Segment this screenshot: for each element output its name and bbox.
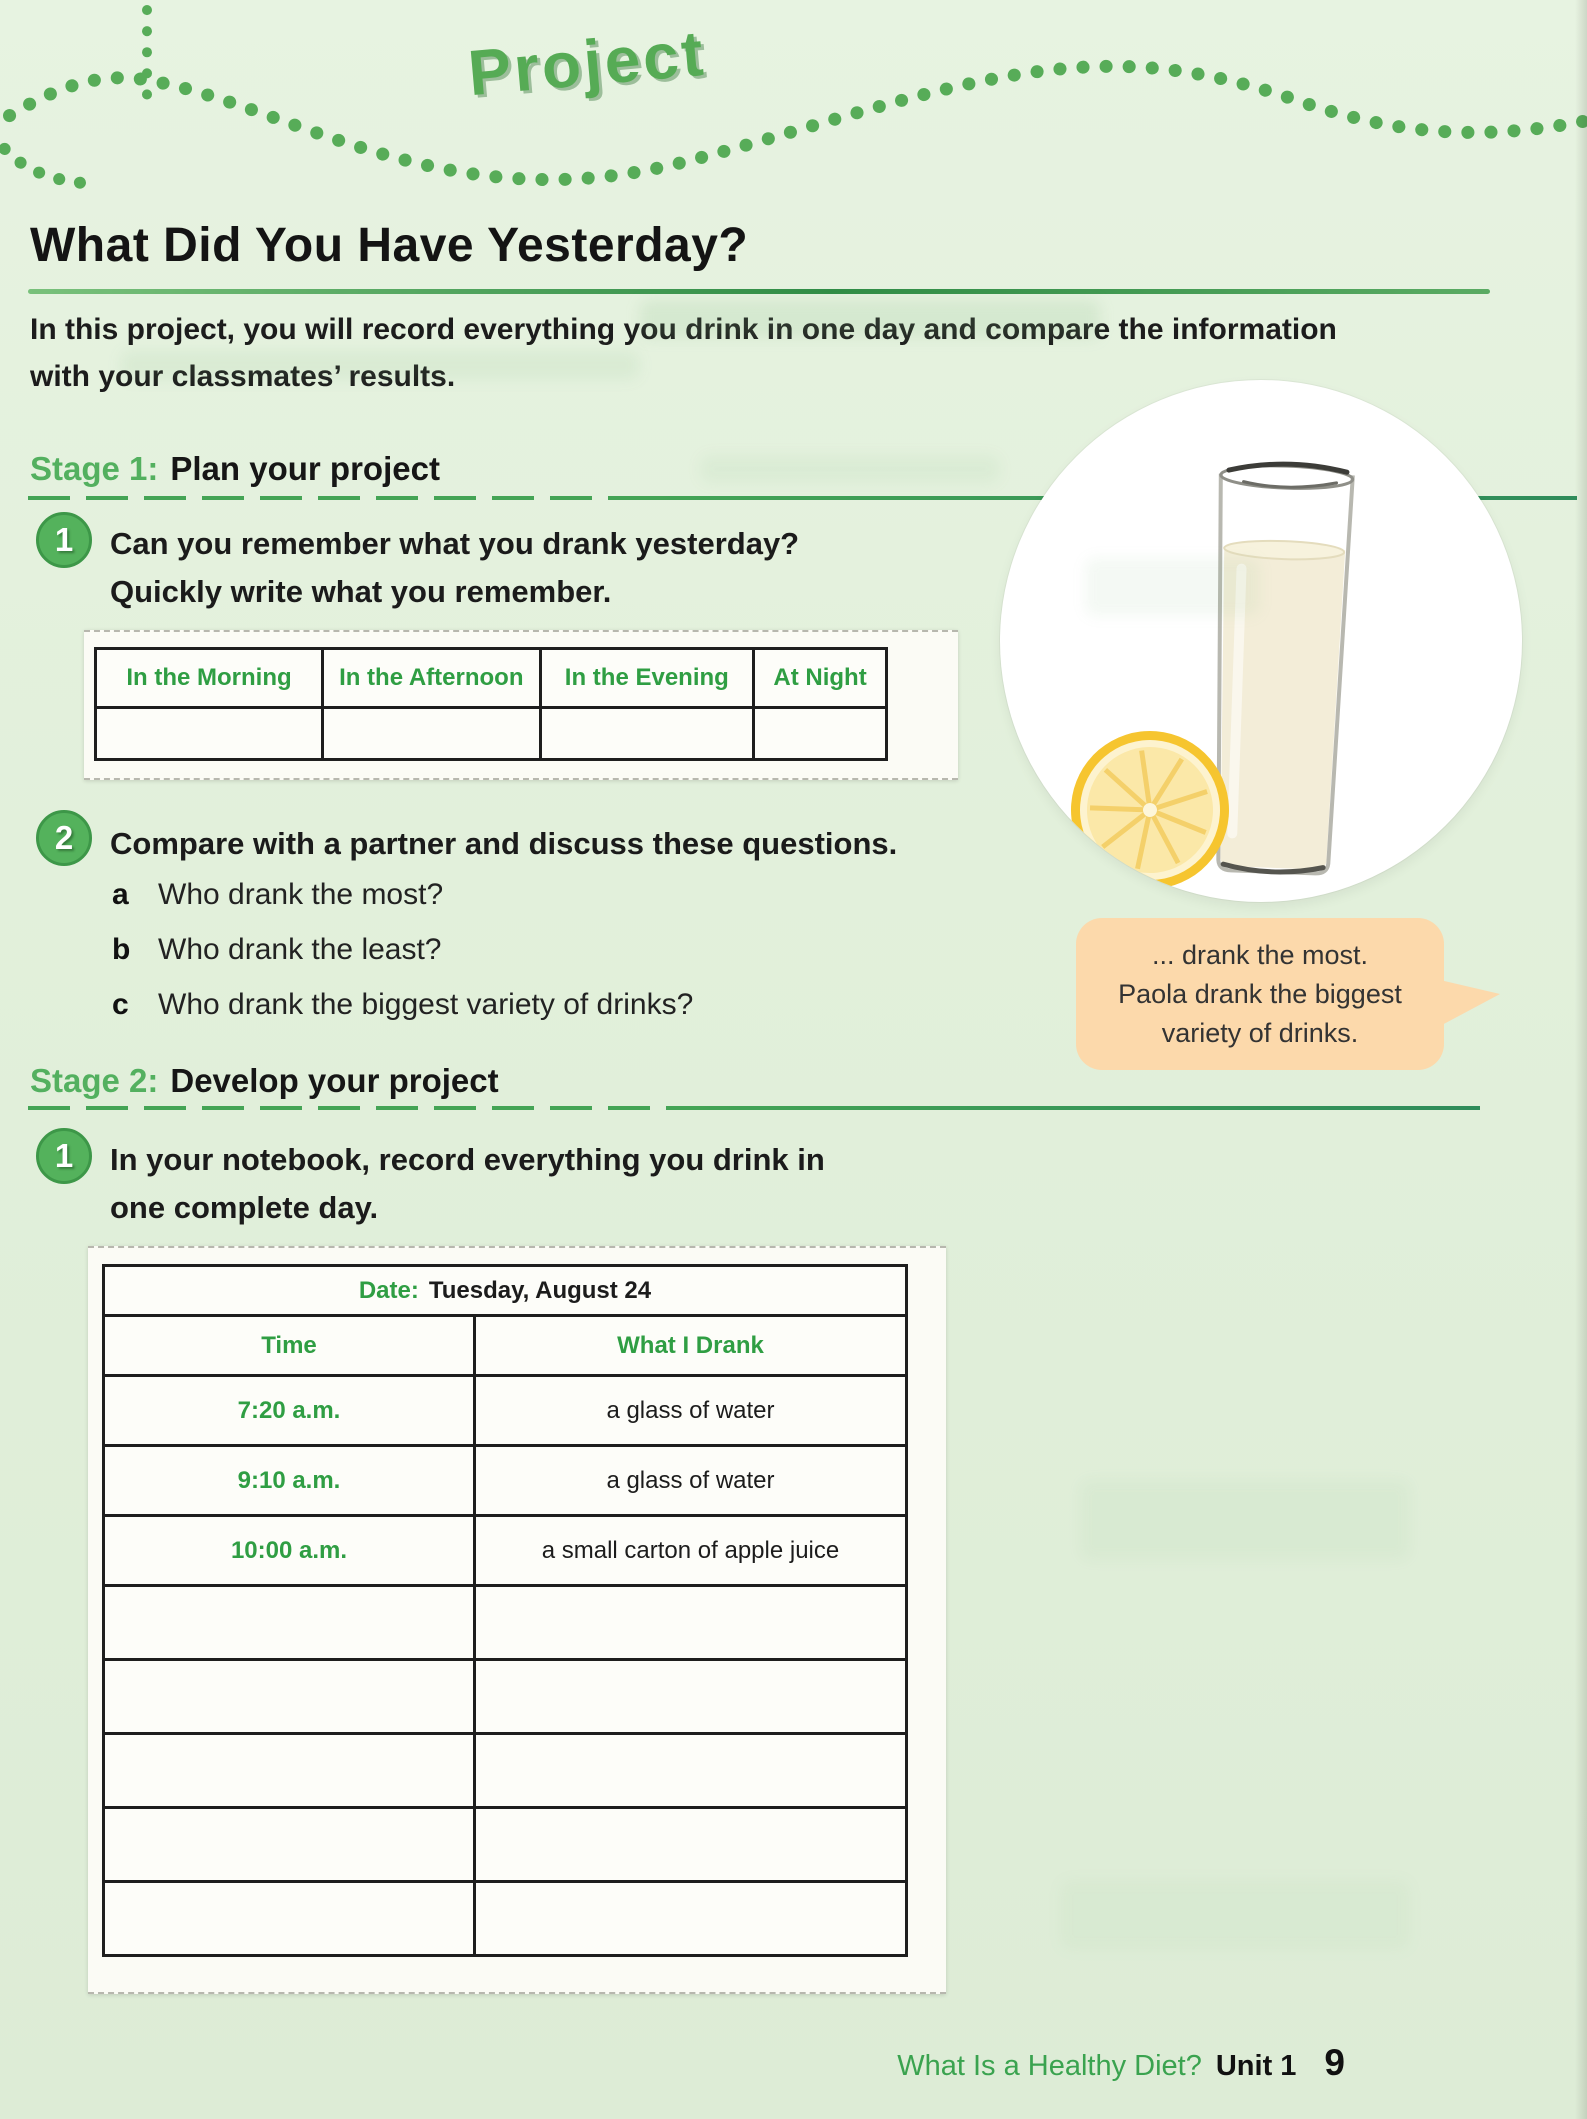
- speech-bubble-line-3: variety of drinks.: [1161, 1017, 1359, 1048]
- drink-cell: a glass of water: [474, 1376, 906, 1446]
- intro-line-1: In this project, you will record everything you drink in one day and compare the information: [30, 313, 1337, 346]
- stage2-title: Develop your project: [170, 1062, 499, 1099]
- header-cell: In the Evening: [540, 649, 754, 708]
- stage2-q1-line-2: one complete day.: [110, 1190, 379, 1225]
- header-cell: What I Drank: [474, 1316, 906, 1376]
- question-number-badge: 1: [36, 512, 92, 568]
- stage1-underline-dashed: [28, 496, 640, 500]
- time-cell: 7:20 a.m.: [104, 1376, 475, 1446]
- sub-question-letter: a: [112, 878, 129, 911]
- stage2-q1-instruction: [110, 1136, 825, 1232]
- stage1-q1-line-2: Quickly write what you remember.: [110, 574, 612, 609]
- page-title: What Did You Have Yesterday?: [30, 219, 749, 272]
- time-cell: 9:10 a.m.: [104, 1446, 475, 1516]
- intro-line-2: with your classmates’ results.: [30, 360, 456, 393]
- dotted-wave-path: [0, 66, 1587, 179]
- stage1-label: Stage 1:: [30, 450, 159, 487]
- stage1-q2-instruction: Compare with a partner and discuss these questions.: [110, 826, 898, 861]
- empty-cell: [474, 1660, 906, 1734]
- empty-cell: [754, 708, 887, 760]
- footer-page-number: 9: [1324, 2042, 1345, 2083]
- empty-cell: [323, 708, 541, 760]
- header-cell: In the Morning: [96, 649, 323, 708]
- show-through-artifact: [1080, 1480, 1410, 1560]
- empty-cell: [104, 1808, 475, 1882]
- dotted-wave-decoration: [0, 0, 1587, 240]
- stage2-label: Stage 2:: [30, 1062, 159, 1099]
- page-footer: [897, 2042, 1345, 2084]
- question-number-badge: 1: [36, 1128, 92, 1184]
- stage2-underline-dashed: [28, 1106, 683, 1110]
- stage2-heading: [30, 1062, 499, 1100]
- footer-book-title: What Is a Healthy Diet?: [897, 2050, 1202, 2082]
- date-label: Date:: [358, 1276, 419, 1304]
- times-of-day-table: [94, 647, 888, 761]
- sub-question-text: Who drank the least?: [158, 933, 442, 966]
- drinks-diary-table: [102, 1264, 908, 1957]
- time-cell: 10:00 a.m.: [104, 1516, 475, 1586]
- sub-question-a: [112, 878, 443, 912]
- stage1-q1-line-1: Can you remember what you drank yesterday?: [110, 526, 800, 561]
- sub-question-text: Who drank the biggest variety of drinks?: [158, 988, 694, 1021]
- header-cell: In the Afternoon: [323, 649, 541, 708]
- stage1-heading: [30, 450, 440, 488]
- sub-question-letter: b: [112, 933, 131, 966]
- speech-bubble-tail: [1440, 980, 1500, 1026]
- diary-table-card: [88, 1246, 946, 1994]
- empty-cell: [96, 708, 323, 760]
- speech-bubble-line-1: ... drank the most.: [1151, 939, 1369, 970]
- empty-cell: [104, 1660, 475, 1734]
- stage1-q1-instruction: [110, 520, 799, 616]
- title-underline: [28, 289, 1490, 294]
- lemonade-photo-circle: [1000, 380, 1522, 902]
- empty-cell: [540, 708, 754, 760]
- dotted-hook-path: [0, 132, 95, 184]
- sub-question-c: [112, 988, 693, 1022]
- empty-cell: [474, 1808, 906, 1882]
- page-scan-edge: [1575, 0, 1587, 2119]
- empty-cell: [474, 1734, 906, 1808]
- drink-cell: a small carton of apple juice: [474, 1516, 906, 1586]
- header-cell: Time: [104, 1316, 475, 1376]
- times-table-card: [84, 630, 958, 780]
- sub-question-letter: c: [112, 988, 129, 1021]
- empty-cell: [474, 1586, 906, 1660]
- date-value: Tuesday, August 24: [428, 1276, 652, 1304]
- empty-cell: [104, 1586, 475, 1660]
- empty-cell: [474, 1882, 906, 1956]
- stage2-q1-line-1: In your notebook, record everything you drink in: [110, 1142, 825, 1177]
- speech-bubble: [1076, 918, 1444, 1070]
- footer-unit-label: Unit 1: [1215, 2050, 1297, 2082]
- empty-cell: [104, 1882, 475, 1956]
- stage2-underline-solid: [683, 1106, 1480, 1110]
- sub-question-text: Who drank the most?: [158, 878, 444, 911]
- project-badge: Project: [465, 16, 709, 110]
- intro-paragraph: [30, 306, 1337, 400]
- show-through-artifact: [700, 455, 1000, 483]
- header-cell: At Night: [754, 649, 887, 708]
- drink-cell: a glass of water: [474, 1446, 906, 1516]
- question-number-badge: 2: [36, 810, 92, 866]
- empty-cell: [104, 1734, 475, 1808]
- date-cell: [104, 1266, 907, 1316]
- sub-question-b: [112, 933, 442, 967]
- lemonade-glass-illustration: [1000, 380, 1522, 902]
- show-through-artifact: [1060, 1880, 1410, 1950]
- stage1-title: Plan your project: [170, 450, 440, 487]
- speech-bubble-line-2: Paola drank the biggest: [1118, 978, 1402, 1009]
